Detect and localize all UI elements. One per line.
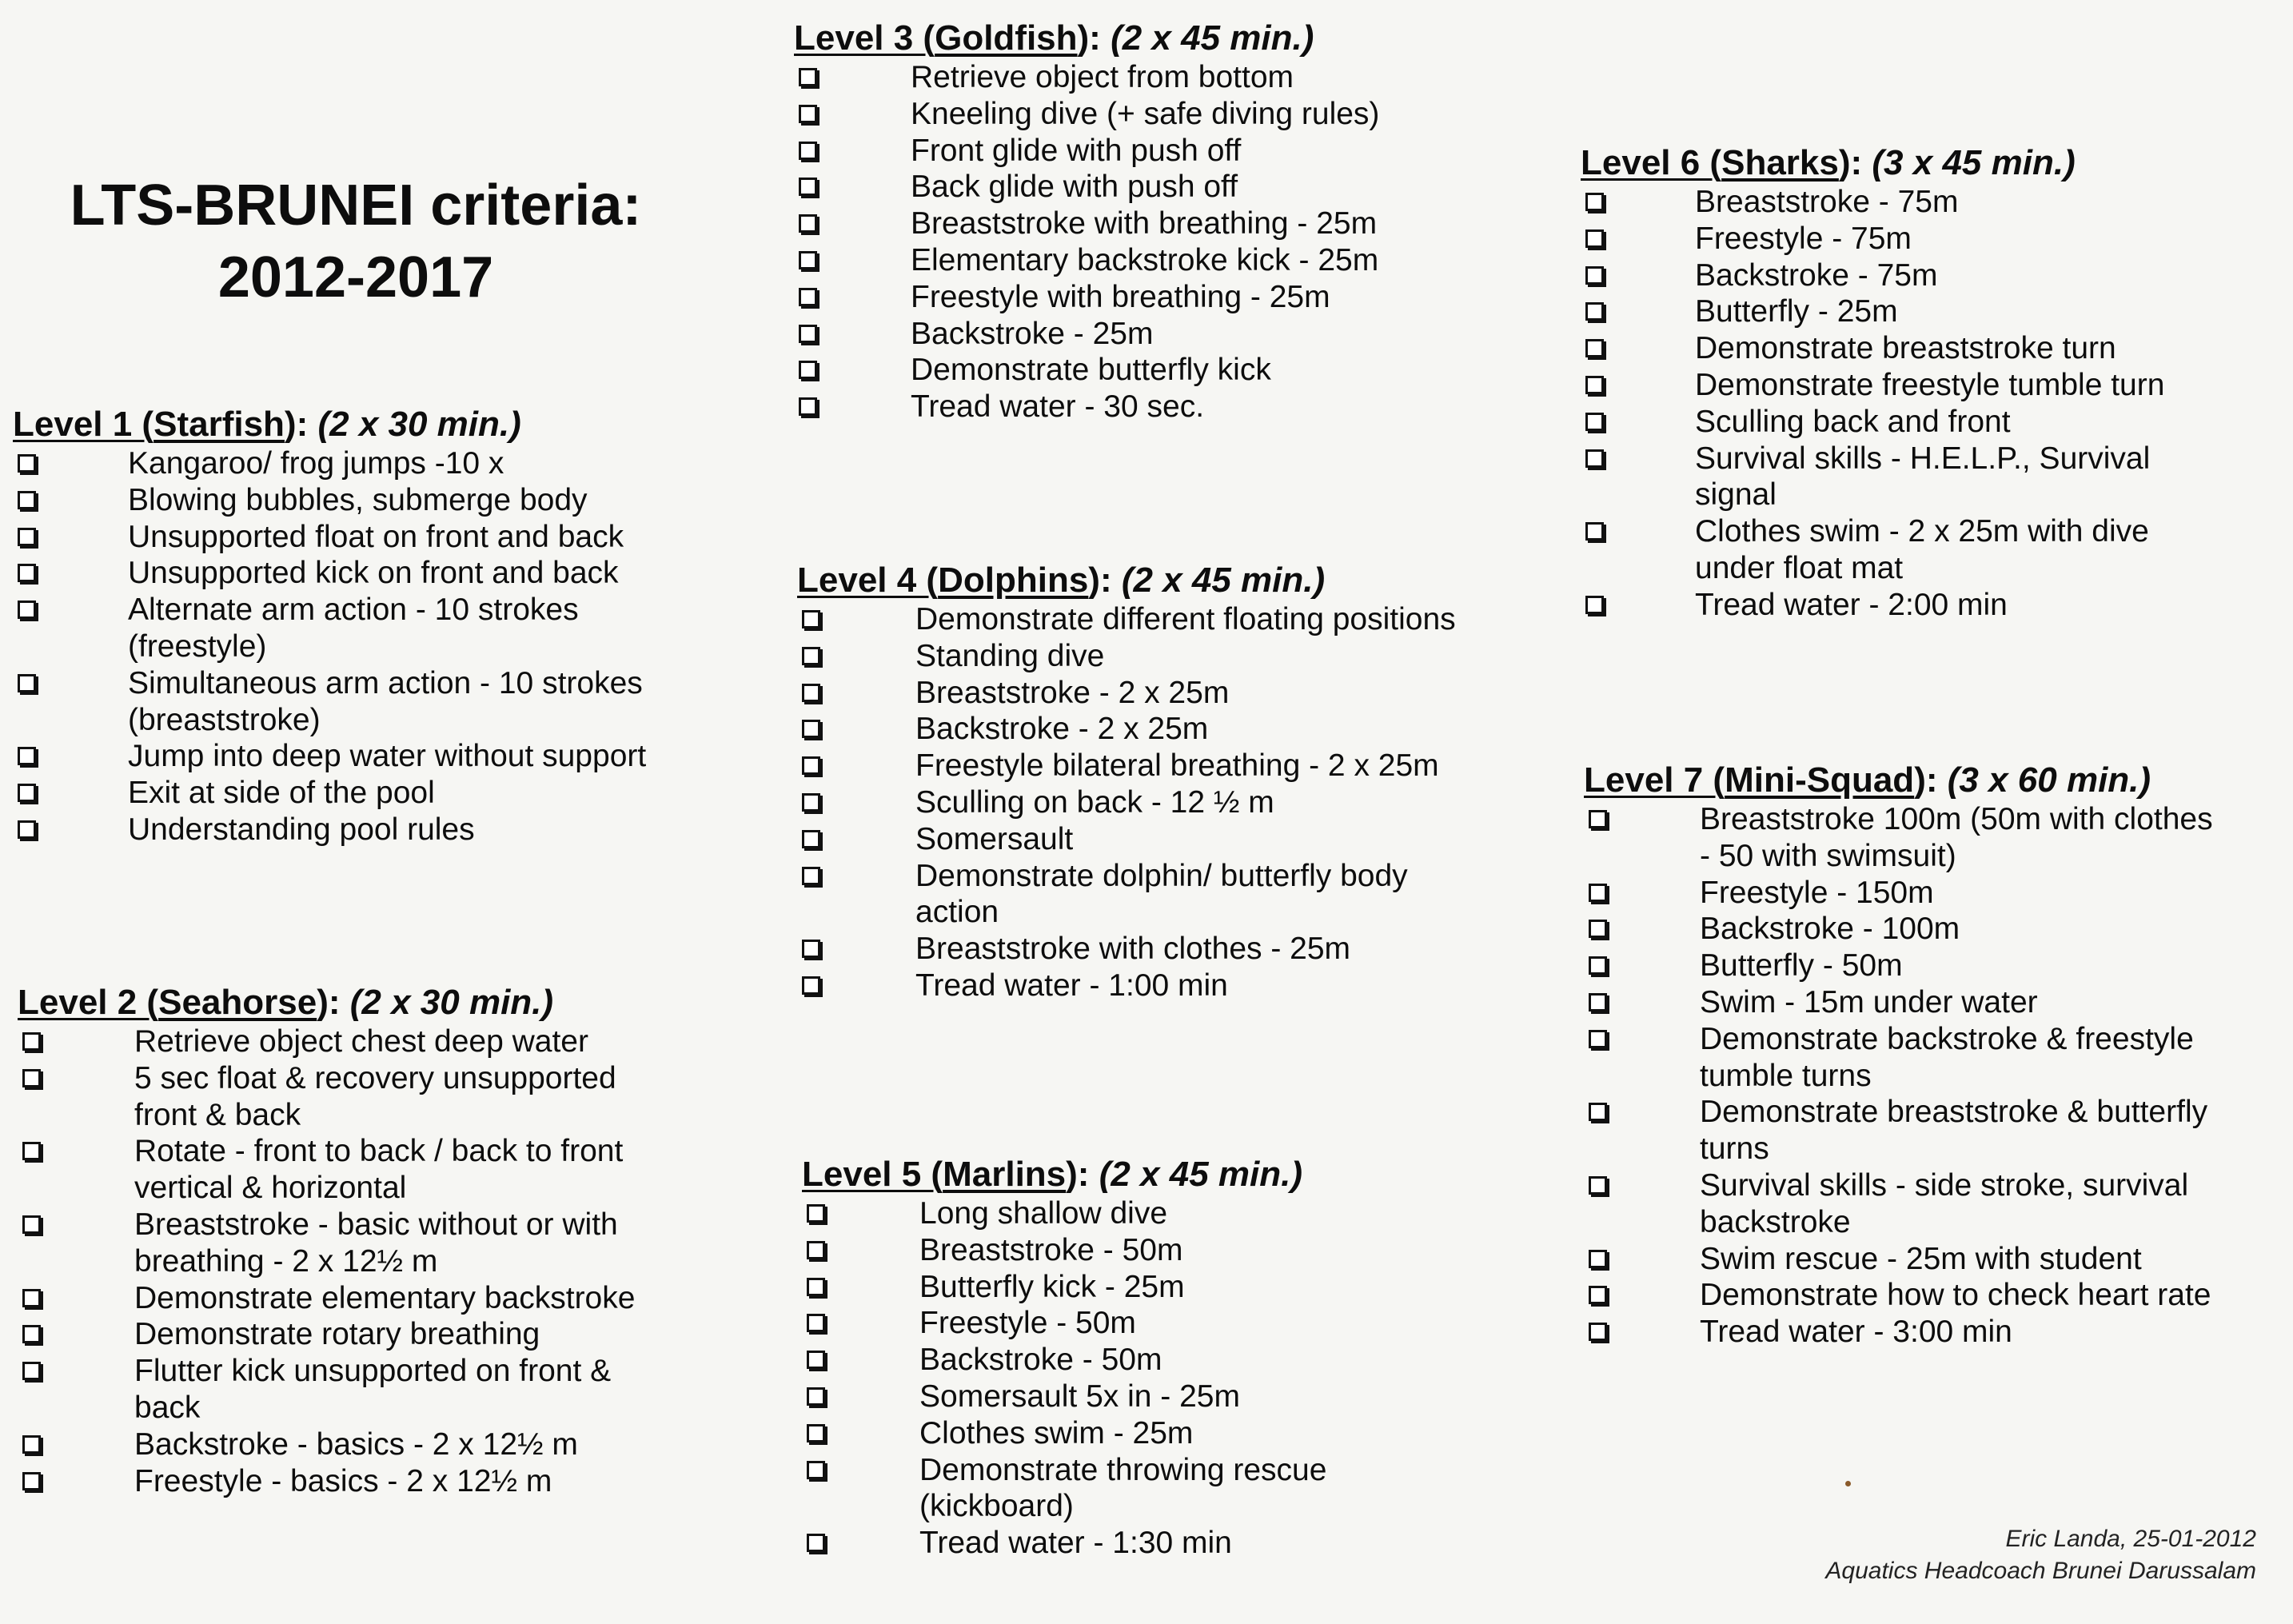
- checklist-item: [1584, 875, 2213, 912]
- item-text: Butterfly - 25m: [1695, 294, 1898, 329]
- checklist-item: [1581, 221, 2164, 257]
- checklist-item: [1584, 1314, 2213, 1351]
- checkbox-icon[interactable]: [22, 1362, 41, 1380]
- checkbox-icon[interactable]: [1585, 266, 1604, 285]
- level-2-prefix: Level 2 (: [18, 983, 159, 1022]
- item-text: Long shallow dive: [919, 1196, 1168, 1231]
- item-text-continued: (freestyle): [128, 628, 267, 664]
- checkbox-icon[interactable]: [22, 1215, 41, 1234]
- checklist-item: [802, 1342, 1326, 1379]
- item-text: Swim - 15m under water: [1700, 984, 2038, 1019]
- item-text: Tread water - 1:30 min: [919, 1526, 1232, 1561]
- checklist-item: [18, 1426, 635, 1463]
- checklist-item: [1581, 513, 2164, 587]
- page-title-line-2: 2012-2017: [217, 245, 494, 309]
- item-text: Breaststroke 100m (50m with clothes: [1700, 802, 2213, 836]
- item-text: Demonstrate freestyle tumble turn: [1695, 367, 2165, 402]
- level-1-space: [308, 405, 317, 444]
- checkbox-icon[interactable]: [799, 288, 817, 306]
- item-text: 5 sec float & recovery unsupported: [134, 1060, 616, 1095]
- checkbox-icon[interactable]: [1585, 376, 1604, 394]
- checklist-item: [797, 821, 1456, 858]
- item-text: Back glide with push off: [911, 170, 1238, 205]
- item-text: Backstroke - basics - 2 x 12½ m: [134, 1426, 578, 1462]
- level-4-checklist: [797, 601, 1456, 1004]
- item-text: Backstroke - 50m: [919, 1343, 1162, 1378]
- item-text: Alternate arm action - 10 strokes: [128, 593, 579, 628]
- level-3-duration: (2 x 45 min.): [1111, 18, 1314, 58]
- checklist-item: [18, 1060, 635, 1134]
- level-5-suffix: ):: [1066, 1155, 1090, 1194]
- level-2-section: [18, 982, 635, 1499]
- checklist-item: [797, 675, 1456, 712]
- item-text: Swim rescue - 25m with student: [1700, 1241, 2142, 1276]
- checklist-item: [797, 784, 1456, 821]
- level-2-duration: (2 x 30 min.): [349, 983, 554, 1022]
- level-3-space: [1101, 18, 1111, 58]
- item-text: Demonstrate breaststroke & butterfly: [1700, 1095, 2208, 1130]
- item-text: Retrieve object from bottom: [911, 60, 1294, 94]
- checkbox-icon[interactable]: [1585, 229, 1604, 248]
- item-text: Tread water - 2:00 min: [1695, 587, 2008, 622]
- item-text: Rotate - front to back / back to front: [134, 1134, 624, 1169]
- checklist-item: [1584, 1277, 2213, 1314]
- item-text: Backstroke - 25m: [911, 316, 1154, 351]
- checklist-item: [794, 242, 1379, 279]
- item-text: Clothes swim - 2 x 25m with dive: [1695, 514, 2149, 549]
- checklist-item: [18, 1316, 635, 1353]
- level-2-suffix: ):: [317, 983, 341, 1022]
- paper-speck: [1845, 1481, 1851, 1486]
- checkbox-icon[interactable]: [1589, 920, 1607, 938]
- level-7-checklist: [1584, 801, 2213, 1351]
- item-text: Somersault: [915, 821, 1074, 856]
- item-text-continued: turns: [1700, 1131, 1769, 1167]
- item-text: Breaststroke - 2 x 25m: [915, 675, 1230, 710]
- level-3-name: Goldfish: [935, 18, 1078, 58]
- item-text-continued: front & back: [134, 1097, 301, 1132]
- checkbox-icon[interactable]: [802, 756, 820, 775]
- checkbox-icon[interactable]: [1585, 339, 1604, 357]
- checklist-item: [802, 1525, 1326, 1562]
- checkbox-icon[interactable]: [802, 830, 820, 848]
- level-7-section: [1584, 760, 2213, 1351]
- checklist-item: [1581, 257, 2164, 294]
- checkbox-icon[interactable]: [1589, 1286, 1607, 1304]
- level-7-prefix: Level 7 (: [1584, 760, 1725, 800]
- level-7-heading: [1584, 760, 2213, 801]
- level-4-heading: [797, 560, 1456, 601]
- item-text: Standing dive: [915, 638, 1105, 673]
- item-text: Somersault 5x in - 25m: [919, 1379, 1240, 1414]
- checklist-item: [13, 738, 646, 775]
- level-6-heading: [1581, 142, 2164, 184]
- item-text: Retrieve object chest deep water: [134, 1024, 588, 1059]
- checkbox-icon[interactable]: [799, 325, 817, 343]
- checklist-item: [794, 389, 1379, 425]
- level-1-name: Starfish: [154, 405, 285, 444]
- checkbox-icon[interactable]: [18, 820, 36, 839]
- checklist-item: [802, 1305, 1326, 1342]
- checkbox-icon[interactable]: [1589, 1323, 1607, 1341]
- checkbox-icon[interactable]: [1589, 956, 1607, 975]
- item-text: Freestyle bilateral breathing - 2 x 25m: [915, 748, 1439, 784]
- checklist-item: [794, 59, 1379, 96]
- checkbox-icon[interactable]: [799, 105, 817, 123]
- item-text-continued: under float mat: [1695, 550, 1904, 585]
- item-text: Backstroke - 2 x 25m: [915, 712, 1209, 747]
- level-1-prefix: Level 1 (: [13, 405, 154, 444]
- checkbox-icon[interactable]: [18, 784, 36, 802]
- level-7-space: [1938, 760, 1948, 800]
- checklist-item: [802, 1232, 1326, 1269]
- checkbox-icon[interactable]: [802, 976, 820, 995]
- checklist-item: [18, 1280, 635, 1317]
- checklist-item: [797, 968, 1456, 1004]
- checkbox-icon[interactable]: [22, 1435, 41, 1454]
- checklist-item: [1581, 184, 2164, 221]
- checklist-item: [1581, 330, 2164, 367]
- checkbox-icon[interactable]: [1589, 1030, 1607, 1048]
- level-5-prefix: Level 5 (: [802, 1155, 943, 1194]
- checkbox-icon[interactable]: [1589, 1103, 1607, 1121]
- checkbox-icon[interactable]: [799, 142, 817, 160]
- checklist-item: [18, 1207, 635, 1280]
- item-text: Demonstrate backstroke & freestyle: [1700, 1021, 2194, 1056]
- checkbox-icon[interactable]: [807, 1387, 825, 1406]
- checklist-item: [794, 316, 1379, 353]
- checklist-item: [797, 748, 1456, 784]
- checklist-item: [13, 592, 646, 665]
- item-text-continued: tumble turns: [1700, 1058, 1872, 1093]
- checkbox-icon[interactable]: [22, 1069, 41, 1087]
- item-text: Kneeling dive (+ safe diving rules): [911, 96, 1380, 131]
- item-text: Breaststroke with clothes - 25m: [915, 932, 1351, 967]
- checkbox-icon[interactable]: [802, 647, 820, 665]
- checklist-item: [18, 1133, 635, 1207]
- level-4-section: [797, 560, 1456, 1004]
- item-text: Demonstrate different floating positions: [915, 602, 1456, 636]
- checkbox-icon[interactable]: [1585, 596, 1604, 614]
- level-5-checklist: [802, 1195, 1326, 1562]
- level-5-duration: (2 x 45 min.): [1099, 1155, 1302, 1194]
- checklist-item: [13, 555, 646, 592]
- checkbox-icon[interactable]: [1589, 1250, 1607, 1268]
- checkbox-icon[interactable]: [802, 940, 820, 958]
- item-text: Jump into deep water without support: [128, 739, 647, 774]
- checklist-item: [802, 1415, 1326, 1452]
- item-text: Sculling back and front: [1695, 404, 2011, 439]
- signature-block: [1825, 1523, 2256, 1587]
- checkbox-icon[interactable]: [802, 867, 820, 885]
- item-text: Freestyle - 150m: [1700, 875, 1934, 910]
- item-text: Demonstrate rotary breathing: [134, 1317, 540, 1352]
- level-4-prefix: Level 4 (: [797, 561, 939, 600]
- checkbox-icon[interactable]: [22, 1289, 41, 1307]
- level-6-prefix: Level 6 (: [1581, 143, 1722, 182]
- level-6-duration: (3 x 45 min.): [1872, 143, 2076, 182]
- checkbox-icon[interactable]: [799, 361, 817, 379]
- checklist-item: [1584, 1021, 2213, 1095]
- item-text: Freestyle - 50m: [919, 1306, 1136, 1341]
- level-1-section: [13, 404, 646, 848]
- signature-role: Aquatics Headcoach Brunei Darussalam: [1825, 1558, 2256, 1584]
- item-text-continued: signal: [1695, 477, 1777, 513]
- level-5-space: [1089, 1155, 1099, 1194]
- checklist-item: [13, 775, 646, 812]
- checkbox-icon[interactable]: [807, 1314, 825, 1332]
- checkbox-icon[interactable]: [22, 1142, 41, 1160]
- checklist-item: [13, 482, 646, 519]
- level-5-section: [802, 1154, 1326, 1562]
- item-text: Elementary backstroke kick - 25m: [911, 242, 1379, 277]
- checklist-item: [802, 1195, 1326, 1232]
- checkbox-icon[interactable]: [22, 1325, 41, 1343]
- checklist-item: [1584, 1094, 2213, 1167]
- item-text: Demonstrate breaststroke turn: [1695, 331, 2116, 366]
- item-text: Freestyle - 75m: [1695, 221, 1912, 256]
- item-text: Freestyle - basics - 2 x 12½ m: [134, 1463, 552, 1498]
- checklist-item: [13, 665, 646, 739]
- checklist-item: [802, 1379, 1326, 1415]
- item-text: Clothes swim - 25m: [919, 1415, 1194, 1450]
- checklist-item: [1581, 293, 2164, 330]
- item-text: Demonstrate how to check heart rate: [1700, 1278, 2211, 1313]
- checkbox-icon[interactable]: [799, 178, 817, 196]
- item-text: Breaststroke - 75m: [1695, 185, 1959, 219]
- checklist-item: [794, 279, 1379, 316]
- item-text: Exit at side of the pool: [128, 776, 435, 811]
- level-6-checklist: [1581, 184, 2164, 624]
- checkbox-icon[interactable]: [807, 1241, 825, 1259]
- checkbox-icon[interactable]: [1585, 449, 1604, 468]
- level-3-section: [794, 18, 1379, 425]
- checklist-item: [797, 638, 1456, 675]
- item-text: Kangaroo/ frog jumps -10 x: [128, 446, 504, 481]
- checklist-item: [18, 1463, 635, 1500]
- checkbox-icon[interactable]: [18, 454, 36, 473]
- level-4-duration: (2 x 45 min.): [1121, 561, 1326, 600]
- checkbox-icon[interactable]: [22, 1472, 41, 1490]
- checklist-item: [13, 445, 646, 482]
- level-1-checklist: [13, 445, 646, 848]
- checkbox-icon[interactable]: [807, 1204, 825, 1223]
- level-3-suffix: ):: [1077, 18, 1101, 58]
- checklist-item: [1581, 587, 2164, 624]
- checkbox-icon[interactable]: [802, 793, 820, 812]
- checkbox-icon[interactable]: [22, 1032, 41, 1051]
- checklist-item: [797, 711, 1456, 748]
- checkbox-icon[interactable]: [18, 601, 36, 619]
- item-text: Demonstrate elementary backstroke: [134, 1280, 636, 1315]
- level-2-name: Seahorse: [158, 983, 317, 1022]
- checkbox-icon[interactable]: [18, 564, 36, 582]
- checkbox-icon[interactable]: [18, 674, 36, 692]
- checklist-item: [1584, 948, 2213, 984]
- checkbox-icon[interactable]: [802, 720, 820, 738]
- item-text: Backstroke - 100m: [1700, 912, 1960, 947]
- item-text: Tread water - 30 sec.: [911, 389, 1205, 425]
- item-text: Sculling on back - 12 ½ m: [915, 784, 1274, 820]
- checklist-item: [797, 601, 1456, 638]
- checkbox-icon[interactable]: [1589, 884, 1607, 902]
- item-text: Survival skills - side stroke, survival: [1700, 1167, 2189, 1203]
- level-6-section: [1581, 142, 2164, 624]
- level-1-suffix: ):: [284, 405, 309, 444]
- level-2-checklist: [18, 1023, 635, 1499]
- checklist-item: [797, 931, 1456, 968]
- checkbox-icon[interactable]: [1585, 302, 1604, 321]
- checklist-item: [794, 352, 1379, 389]
- checkbox-icon[interactable]: [799, 251, 817, 269]
- item-text: Simultaneous arm action - 10 strokes: [128, 665, 643, 700]
- item-text: Survival skills - H.E.L.P., Survival: [1695, 441, 2151, 476]
- item-text: Breaststroke - 50m: [919, 1232, 1183, 1267]
- item-text: Flutter kick unsupported on front &: [134, 1354, 612, 1389]
- checkbox-icon[interactable]: [18, 491, 36, 509]
- checklist-item: [1584, 1167, 2213, 1241]
- checklist-item: [794, 205, 1379, 242]
- checklist-item: [18, 1353, 635, 1426]
- checkbox-icon[interactable]: [1585, 413, 1604, 431]
- item-text: Freestyle with breathing - 25m: [911, 279, 1330, 314]
- level-6-space: [1862, 143, 1872, 182]
- item-text: Butterfly kick - 25m: [919, 1269, 1185, 1304]
- checkbox-icon[interactable]: [1589, 1176, 1607, 1195]
- checkbox-icon[interactable]: [807, 1424, 825, 1442]
- checklist-item: [802, 1452, 1326, 1526]
- checkbox-icon[interactable]: [802, 610, 820, 628]
- level-4-name: Dolphins: [938, 561, 1089, 600]
- checkbox-icon[interactable]: [18, 747, 36, 765]
- page-title-line-1: LTS-BRUNEI criteria:: [70, 174, 642, 237]
- item-text: Demonstrate throwing rescue: [919, 1452, 1327, 1487]
- checklist-item: [794, 133, 1379, 170]
- checkbox-icon[interactable]: [799, 68, 817, 86]
- checkbox-icon[interactable]: [807, 1278, 825, 1296]
- checkbox-icon[interactable]: [1589, 993, 1607, 1012]
- item-text: Unsupported kick on front and back: [128, 556, 619, 591]
- level-5-heading: [802, 1154, 1326, 1195]
- item-text-continued: breathing - 2 x 12½ m: [134, 1243, 438, 1279]
- checklist-item: [1581, 404, 2164, 441]
- item-text-continued: (kickboard): [919, 1489, 1074, 1524]
- checklist-item: [13, 812, 646, 848]
- level-6-suffix: ):: [1838, 143, 1863, 182]
- level-3-prefix: Level 3 (: [794, 18, 935, 58]
- item-text: Demonstrate dolphin/ butterfly body: [915, 858, 1408, 893]
- item-text: Breaststroke with breathing - 25m: [911, 206, 1378, 241]
- level-1-heading: [13, 404, 646, 445]
- checkbox-icon[interactable]: [799, 214, 817, 233]
- item-text-continued: vertical & horizontal: [134, 1171, 407, 1206]
- level-7-duration: (3 x 60 min.): [1947, 760, 2151, 800]
- level-1-duration: (2 x 30 min.): [317, 405, 521, 444]
- item-text-continued: action: [915, 895, 999, 930]
- level-7-suffix: ):: [1914, 760, 1938, 800]
- checklist-item: [1581, 441, 2164, 514]
- level-3-heading: [794, 18, 1379, 59]
- item-text-continued: (breaststroke): [128, 702, 321, 737]
- checkbox-icon[interactable]: [799, 397, 817, 416]
- signature-author: Eric Landa, 25-01-2012: [2005, 1526, 2256, 1552]
- item-text: Demonstrate butterfly kick: [911, 353, 1271, 388]
- item-text-continued: backstroke: [1700, 1204, 1851, 1239]
- checkbox-icon[interactable]: [802, 684, 820, 702]
- checklist-item: [18, 1023, 635, 1060]
- checkbox-icon[interactable]: [807, 1534, 825, 1552]
- item-text: Tread water - 3:00 min: [1700, 1315, 2012, 1350]
- checkbox-icon[interactable]: [1585, 193, 1604, 211]
- checkbox-icon[interactable]: [1585, 522, 1604, 541]
- level-4-suffix: ):: [1088, 561, 1112, 600]
- item-text: Front glide with push off: [911, 133, 1242, 168]
- checklist-item: [13, 519, 646, 556]
- checklist-item: [794, 96, 1379, 133]
- page-title: [0, 170, 712, 313]
- checklist-item: [1584, 1241, 2213, 1278]
- checkbox-icon[interactable]: [18, 528, 36, 546]
- checklist-item: [1581, 367, 2164, 404]
- item-text: Breaststroke - basic without or with: [134, 1207, 618, 1242]
- level-4-space: [1112, 561, 1122, 600]
- level-2-heading: [18, 982, 635, 1023]
- item-text: Unsupported float on front and back: [128, 519, 624, 554]
- item-text-continued: - 50 with swimsuit): [1700, 838, 1956, 873]
- item-text: Butterfly - 50m: [1700, 948, 1903, 984]
- checklist-item: [794, 169, 1379, 205]
- item-text: Blowing bubbles, submerge body: [128, 482, 588, 517]
- checklist-item: [797, 858, 1456, 932]
- checklist-item: [1584, 801, 2213, 875]
- item-text: Understanding pool rules: [128, 812, 475, 847]
- item-text: Tread water - 1:00 min: [915, 968, 1228, 1003]
- checkbox-icon[interactable]: [807, 1461, 825, 1479]
- item-text: Backstroke - 75m: [1695, 257, 1938, 293]
- checkbox-icon[interactable]: [1589, 810, 1607, 828]
- checklist-item: [1584, 911, 2213, 948]
- checklist-item: [1584, 984, 2213, 1021]
- level-3-checklist: [794, 59, 1379, 425]
- level-6-name: Sharks: [1721, 143, 1839, 182]
- checklist-item: [802, 1269, 1326, 1306]
- item-text-continued: back: [134, 1390, 201, 1425]
- level-7-name: Mini-Squad: [1725, 760, 1915, 800]
- level-5-name: Marlins: [943, 1155, 1067, 1194]
- checkbox-icon[interactable]: [807, 1351, 825, 1369]
- level-2-space: [341, 983, 350, 1022]
